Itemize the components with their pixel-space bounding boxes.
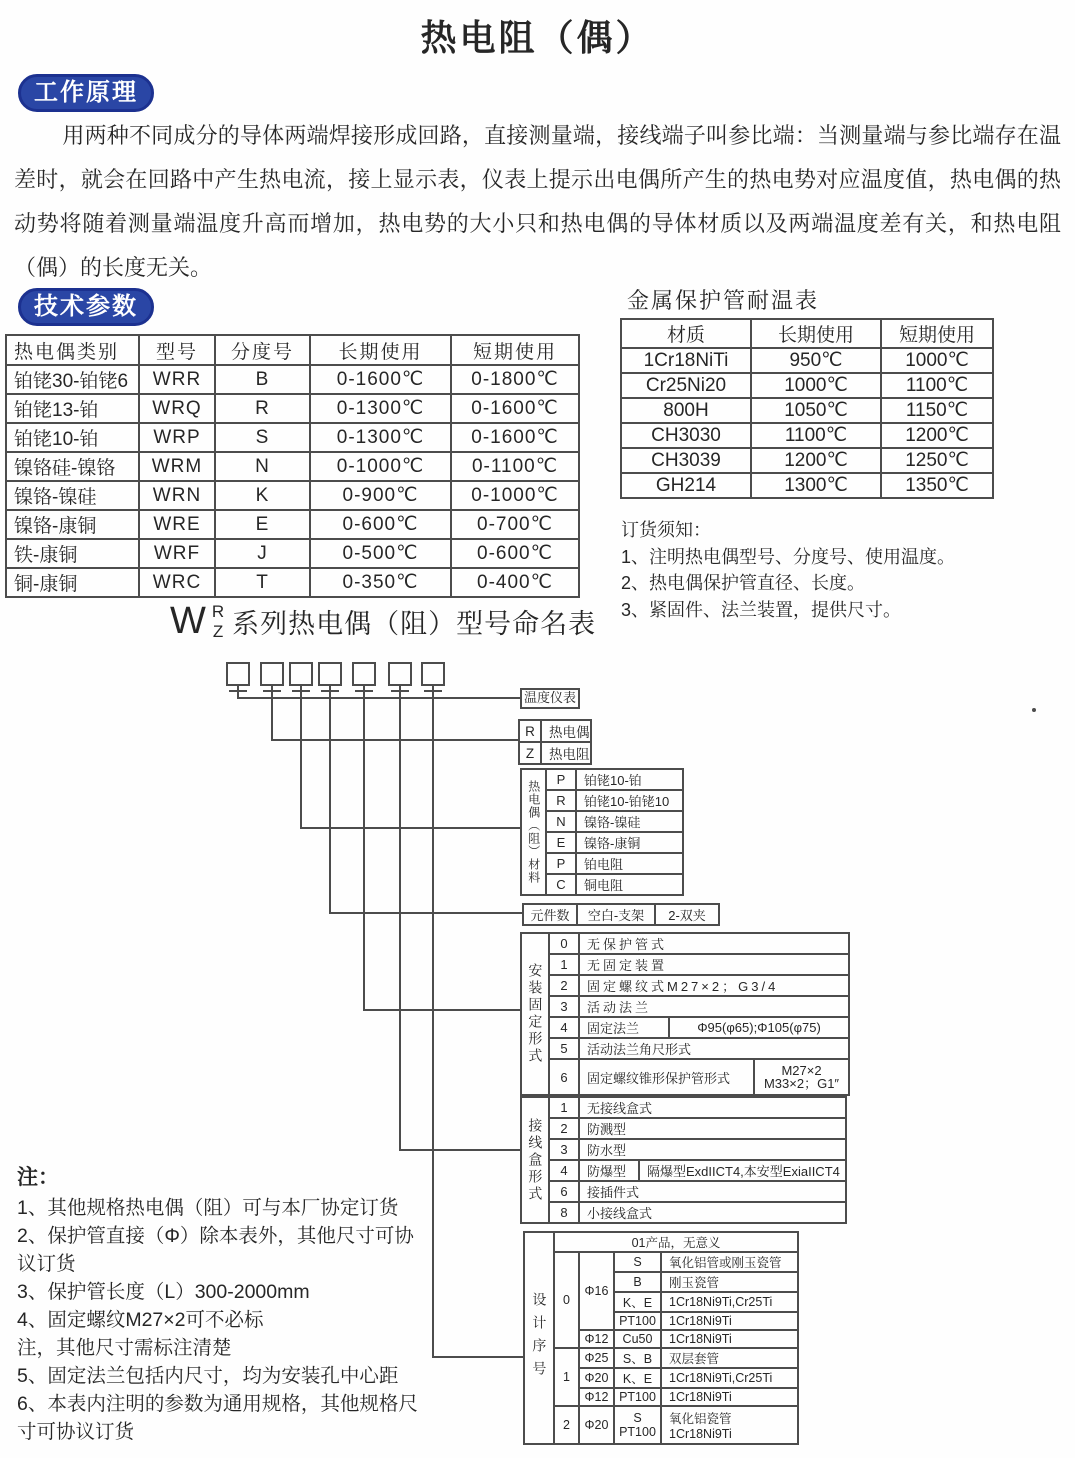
code-cell: C	[546, 874, 576, 895]
note-line: 4、固定螺纹M27×2可不必标	[17, 1309, 264, 1331]
order-note-item: 2、热电偶保护管直径、长度。	[621, 573, 866, 593]
order-notes	[621, 517, 955, 623]
spec-line: M27×2	[781, 1063, 822, 1078]
principle-text: 用两种不同成分的导体两端焊接形成回路，直接测量端，接线端子叫参比端：当测量端与参比端存在温差时，就会在回路中产生热电流，接上显示表，仪表上提示出电偶所产生的热电势对应温度值，热电偶的热动势将随着测量端温度升高而增加，热电势的大小只和热电偶的导体材质以及两端温度差有关，和热电阻（偶）的长度无关。	[14, 123, 1061, 280]
cell-shortterm: 0-1000℃	[451, 481, 579, 510]
code-cell: 1	[549, 954, 579, 975]
cell-material: 1Cr18NiTi	[621, 348, 751, 373]
code-cell: 3	[549, 1139, 579, 1160]
note-line: 6、本表内注明的参数为通用规格，其他规格尺	[17, 1393, 418, 1415]
model-digit-box-6	[388, 662, 412, 686]
header-cell: 型号	[139, 335, 215, 365]
table-row	[521, 1038, 849, 1059]
cell-material: GH214	[621, 473, 751, 498]
cell-type: 镍铬-镍硅	[6, 481, 139, 510]
desc-cell: 铜电阻	[576, 874, 683, 895]
cell-shortterm: 1200℃	[881, 423, 993, 448]
desc-cell: 热电阻	[541, 742, 591, 764]
desc-cell: 氧化铝管或刚玉瓷管	[661, 1252, 798, 1272]
order-notes-title: 订货须知：	[621, 520, 711, 540]
cell-shortterm: 0-1600℃	[451, 423, 579, 452]
table-row	[6, 423, 579, 452]
phi-cell: Φ20	[579, 1406, 614, 1444]
cell-model: WRP	[139, 423, 215, 452]
cell-shortterm: 1100℃	[881, 373, 993, 398]
cell-longterm: 950℃	[751, 348, 881, 373]
letter-cell	[614, 1406, 661, 1444]
scan-artifact-dot	[1032, 708, 1036, 712]
table-row	[521, 996, 849, 1017]
cell-shortterm: 0-400℃	[451, 568, 579, 597]
table-row	[621, 423, 993, 448]
letter-cell: PT100	[614, 1388, 661, 1406]
cell-type: 镍铬硅-镍铬	[6, 452, 139, 481]
table-row	[521, 1139, 846, 1160]
header-cell: 01产品，无意义	[554, 1232, 798, 1252]
material-table	[520, 768, 684, 896]
desc-cell: 镍铬-康铜	[576, 832, 683, 853]
desc-cell: 热电偶	[541, 720, 591, 742]
table-row	[524, 1348, 798, 1368]
element-count-table	[522, 903, 720, 926]
spec-cell	[754, 1059, 849, 1095]
cell-shortterm: 0-600℃	[451, 539, 579, 568]
cell-type: 铂铑30-铂铑6	[6, 365, 139, 394]
table-row	[521, 1059, 849, 1095]
desc-cell: 铂铑10-铂铑10	[576, 790, 683, 811]
section-badge-tech-params: 技术参数	[18, 288, 154, 326]
code-cell: 4	[549, 1160, 579, 1181]
cell-longterm: 1000℃	[751, 373, 881, 398]
desc-cell: 活动法兰角尺形式	[579, 1038, 849, 1059]
desc-cell: 防溅型	[579, 1118, 846, 1139]
cell-longterm: 1200℃	[751, 448, 881, 473]
cell-longterm: 0-1300℃	[310, 423, 451, 452]
note-line: 议订货	[17, 1253, 76, 1275]
desc-cell: 活动法兰	[579, 996, 849, 1017]
cell-shortterm: 1000℃	[881, 348, 993, 373]
table-row	[6, 452, 579, 481]
junction-label: 接线盒形式	[527, 1117, 544, 1203]
metal-tube-table	[620, 318, 994, 499]
desc-cell: 刚玉瓷管	[661, 1272, 798, 1292]
note-line: 2、保护管直接（Φ）除本表外，其他尺寸可协	[17, 1225, 414, 1247]
header-cell: 短期使用	[881, 319, 993, 348]
cell-model: WRM	[139, 452, 215, 481]
letter-cell: S	[614, 1252, 661, 1272]
cell-grad: R	[215, 394, 310, 423]
cell-longterm: 0-900℃	[310, 481, 451, 510]
note-line: 1、其他规格热电偶（阻）可与本厂协定订货	[17, 1197, 399, 1219]
desc-cell: 无保护管式	[579, 933, 849, 954]
cell-longterm: 0-1000℃	[310, 452, 451, 481]
note-line: 3、保护管长度（L）300-2000mm	[17, 1281, 310, 1303]
desc-cell: 固定法兰	[579, 1017, 669, 1038]
cell-type: 铁-康铜	[6, 539, 139, 568]
desc-cell: 防水型	[579, 1139, 846, 1160]
footnotes-title: 注：	[17, 1166, 59, 1189]
letter-line: PT100	[619, 1425, 656, 1439]
table-row	[521, 933, 849, 954]
table-row	[521, 853, 683, 874]
table-row	[521, 1017, 849, 1038]
cell-longterm: 0-350℃	[310, 568, 451, 597]
thermocouple-table	[5, 334, 580, 598]
design-label: 设计序号	[531, 1292, 548, 1384]
option-cell: 空白-支架	[577, 904, 655, 925]
table-row	[521, 874, 683, 895]
material-label: 热电偶（阻）材料	[526, 780, 541, 884]
naming-title-w: W	[170, 600, 206, 642]
group-code-cell: 0	[554, 1252, 579, 1348]
metal-table-title: 金属保护管耐温表	[627, 288, 820, 313]
desc-cell: 固定螺纹锥形保护管形式	[579, 1059, 754, 1095]
letter-cell: K、E	[614, 1368, 661, 1388]
code-cell: 6	[549, 1059, 579, 1095]
cell-longterm: 1050℃	[751, 398, 881, 423]
code-cell: 3	[549, 996, 579, 1017]
option-cell: 2-双夹	[655, 904, 719, 925]
cell-material: CH3030	[621, 423, 751, 448]
cell-shortterm: 0-1100℃	[451, 452, 579, 481]
letter-cell: Cu50	[614, 1330, 661, 1348]
table-row	[521, 811, 683, 832]
desc-cell: 双层套管	[661, 1348, 798, 1368]
header-cell: 短期使用	[451, 335, 579, 365]
table-row	[523, 904, 719, 925]
desc-cell: 1Cr18Ni9Ti,Cr25Ti	[661, 1368, 798, 1388]
code-cell: 2	[549, 975, 579, 996]
naming-title-r: R	[211, 601, 225, 621]
code-cell: R	[519, 720, 541, 742]
code-cell: 6	[549, 1181, 579, 1202]
naming-title-text: 系列热电偶（阻）型号命名表	[232, 609, 597, 639]
cell-type: 铂铑13-铂	[6, 394, 139, 423]
desc-line: 1Cr18Ni9Ti	[669, 1427, 732, 1441]
table-row	[521, 1160, 846, 1181]
cell-shortterm: 0-700℃	[451, 510, 579, 539]
cell-longterm: 0-500℃	[310, 539, 451, 568]
cell-model: WRQ	[139, 394, 215, 423]
letter-cell: B	[614, 1272, 661, 1292]
cell-longterm: 1100℃	[751, 423, 881, 448]
note-line: 注，其他尺寸需标注清楚	[17, 1337, 232, 1359]
section-badge-working-principle: 工作原理	[18, 74, 154, 112]
naming-diagram-title	[170, 600, 596, 643]
cell-longterm: 0-1600℃	[310, 365, 451, 394]
spec-line: M33×2；G1″	[763, 1076, 840, 1091]
phi-cell: Φ25	[579, 1348, 614, 1368]
table-row	[519, 742, 591, 764]
spec-cell: 隔爆型ExdIICT4,本安型ExiaIICT4	[639, 1160, 846, 1181]
cell-longterm: 1300℃	[751, 473, 881, 498]
cell-longterm: 0-600℃	[310, 510, 451, 539]
table-row	[6, 394, 579, 423]
table-row	[524, 1406, 798, 1444]
footnotes	[17, 1162, 487, 1446]
table-row	[521, 769, 683, 790]
code-cell: 2	[549, 1118, 579, 1139]
mounting-label: 安装固定形式	[527, 963, 544, 1065]
code-cell: 1	[549, 1097, 579, 1118]
group-code-cell: 2	[554, 1406, 579, 1444]
note-line: 寸可协议订货	[17, 1421, 135, 1443]
header-cell: 长期使用	[310, 335, 451, 365]
desc-cell: 无固定装置	[579, 954, 849, 975]
letter-cell: S、B	[614, 1348, 661, 1368]
cell-grad: E	[215, 510, 310, 539]
code-cell: 0	[549, 933, 579, 954]
cell-model: WRR	[139, 365, 215, 394]
cell-model: WRF	[139, 539, 215, 568]
cell-material: Cr25Ni20	[621, 373, 751, 398]
desc-cell: 1Cr18Ni9Ti	[661, 1330, 798, 1348]
vertical-label-cell	[524, 1232, 554, 1444]
table-row	[6, 510, 579, 539]
code-cell: E	[546, 832, 576, 853]
table-row	[524, 1232, 798, 1252]
vertical-label-cell	[521, 1097, 549, 1223]
code-cell: 4	[549, 1017, 579, 1038]
table-row	[621, 398, 993, 423]
desc-cell: 镍铬-镍硅	[576, 811, 683, 832]
letter-cell: PT100	[614, 1312, 661, 1330]
cell-grad: N	[215, 452, 310, 481]
table-header-row	[621, 319, 993, 348]
desc-cell: 接插件式	[579, 1181, 846, 1202]
table-row	[521, 954, 849, 975]
desc-cell: 无接线盒式	[579, 1097, 846, 1118]
desc-cell: 防爆型	[579, 1160, 639, 1181]
table-row	[6, 481, 579, 510]
order-note-item: 3、紧固件、法兰装置，提供尺寸。	[621, 599, 902, 620]
phi-cell: Φ12	[579, 1330, 614, 1348]
model-digit-box-4	[318, 662, 342, 686]
desc-cell: 固定螺纹式M27×2；G3/4	[579, 975, 849, 996]
table-row	[6, 568, 579, 597]
table-row	[521, 832, 683, 853]
rz-type-table	[518, 719, 592, 765]
header-cell: 热电偶类别	[6, 335, 139, 365]
temp-instrument-label: 温度仪表	[520, 688, 580, 709]
cell-type: 铂铑10-铂	[6, 423, 139, 452]
spec-cell: Φ95(φ65);Φ105(φ75)	[669, 1017, 849, 1038]
letter-line: S	[633, 1411, 642, 1425]
table-row	[621, 448, 993, 473]
cell-grad: T	[215, 568, 310, 597]
cell-shortterm: 1150℃	[881, 398, 993, 423]
vertical-label-cell	[521, 933, 549, 1095]
table-row	[521, 1181, 846, 1202]
group-code-cell: 1	[554, 1348, 579, 1406]
cell-grad: K	[215, 481, 310, 510]
phi-cell: Φ20	[579, 1368, 614, 1388]
cell-model: WRN	[139, 481, 215, 510]
naming-title-z: Z	[212, 621, 224, 641]
desc-cell	[661, 1406, 798, 1444]
table-row	[519, 720, 591, 742]
model-digit-box-3	[289, 662, 313, 686]
desc-cell: 铂铑10-铂	[576, 769, 683, 790]
table-row	[6, 539, 579, 568]
mounting-form-table	[520, 932, 850, 1096]
table-row	[621, 373, 993, 398]
cell-grad: S	[215, 423, 310, 452]
header-cell: 长期使用	[751, 319, 881, 348]
junction-box-table	[520, 1096, 847, 1224]
table-row	[6, 365, 579, 394]
code-cell: Z	[519, 742, 541, 764]
table-row	[524, 1252, 798, 1272]
phi-cell: Φ12	[579, 1388, 614, 1406]
table-row	[521, 1097, 846, 1118]
header-cell: 分度号	[215, 335, 310, 365]
model-digit-box-5	[352, 662, 376, 686]
phi-cell: Φ16	[579, 1252, 614, 1330]
header-cell: 材质	[621, 319, 751, 348]
model-digit-box-1	[226, 662, 250, 686]
desc-cell: 1Cr18Ni9Ti,Cr25Ti	[661, 1292, 798, 1312]
cell-type: 镍铬-康铜	[6, 510, 139, 539]
table-row	[621, 348, 993, 373]
label-cell: 元件数	[523, 904, 577, 925]
desc-cell: 1Cr18Ni9Ti	[661, 1388, 798, 1406]
cell-grad: J	[215, 539, 310, 568]
model-digit-box-2	[260, 662, 284, 686]
code-cell: P	[546, 769, 576, 790]
desc-line: 氧化铝瓷管	[669, 1412, 732, 1426]
cell-type: 铜-康铜	[6, 568, 139, 597]
cell-shortterm: 0-1800℃	[451, 365, 579, 394]
page-title: 热电阻（偶）	[420, 17, 655, 58]
cell-longterm: 0-1300℃	[310, 394, 451, 423]
cell-model: WRE	[139, 510, 215, 539]
model-digit-box-7	[421, 662, 445, 686]
table-header-row	[6, 335, 579, 365]
cell-shortterm: 0-1600℃	[451, 394, 579, 423]
cell-material: 800H	[621, 398, 751, 423]
code-cell: 8	[549, 1202, 579, 1223]
desc-cell: 1Cr18Ni9Ti	[661, 1312, 798, 1330]
cell-model: WRC	[139, 568, 215, 597]
table-row	[521, 790, 683, 811]
cell-shortterm: 1350℃	[881, 473, 993, 498]
desc-cell: 小接线盒式	[579, 1202, 846, 1223]
naming-title-rz-stack	[212, 602, 224, 642]
code-cell: 5	[549, 1038, 579, 1059]
code-cell: R	[546, 790, 576, 811]
cell-material: CH3039	[621, 448, 751, 473]
table-row	[521, 975, 849, 996]
table-row	[521, 1118, 846, 1139]
note-line: 5、固定法兰包括内尺寸，均为安装孔中心距	[17, 1365, 399, 1387]
cell-shortterm: 1250℃	[881, 448, 993, 473]
desc-cell: 铂电阻	[576, 853, 683, 874]
design-serial-table	[523, 1231, 799, 1445]
vertical-label-cell	[521, 769, 546, 895]
table-row	[521, 1202, 846, 1223]
code-cell: P	[546, 853, 576, 874]
code-cell: N	[546, 811, 576, 832]
order-note-item: 1、注明热电偶型号、分度号、使用温度。	[621, 546, 956, 567]
letter-cell: K、E	[614, 1292, 661, 1312]
table-row	[621, 473, 993, 498]
cell-grad: B	[215, 365, 310, 394]
